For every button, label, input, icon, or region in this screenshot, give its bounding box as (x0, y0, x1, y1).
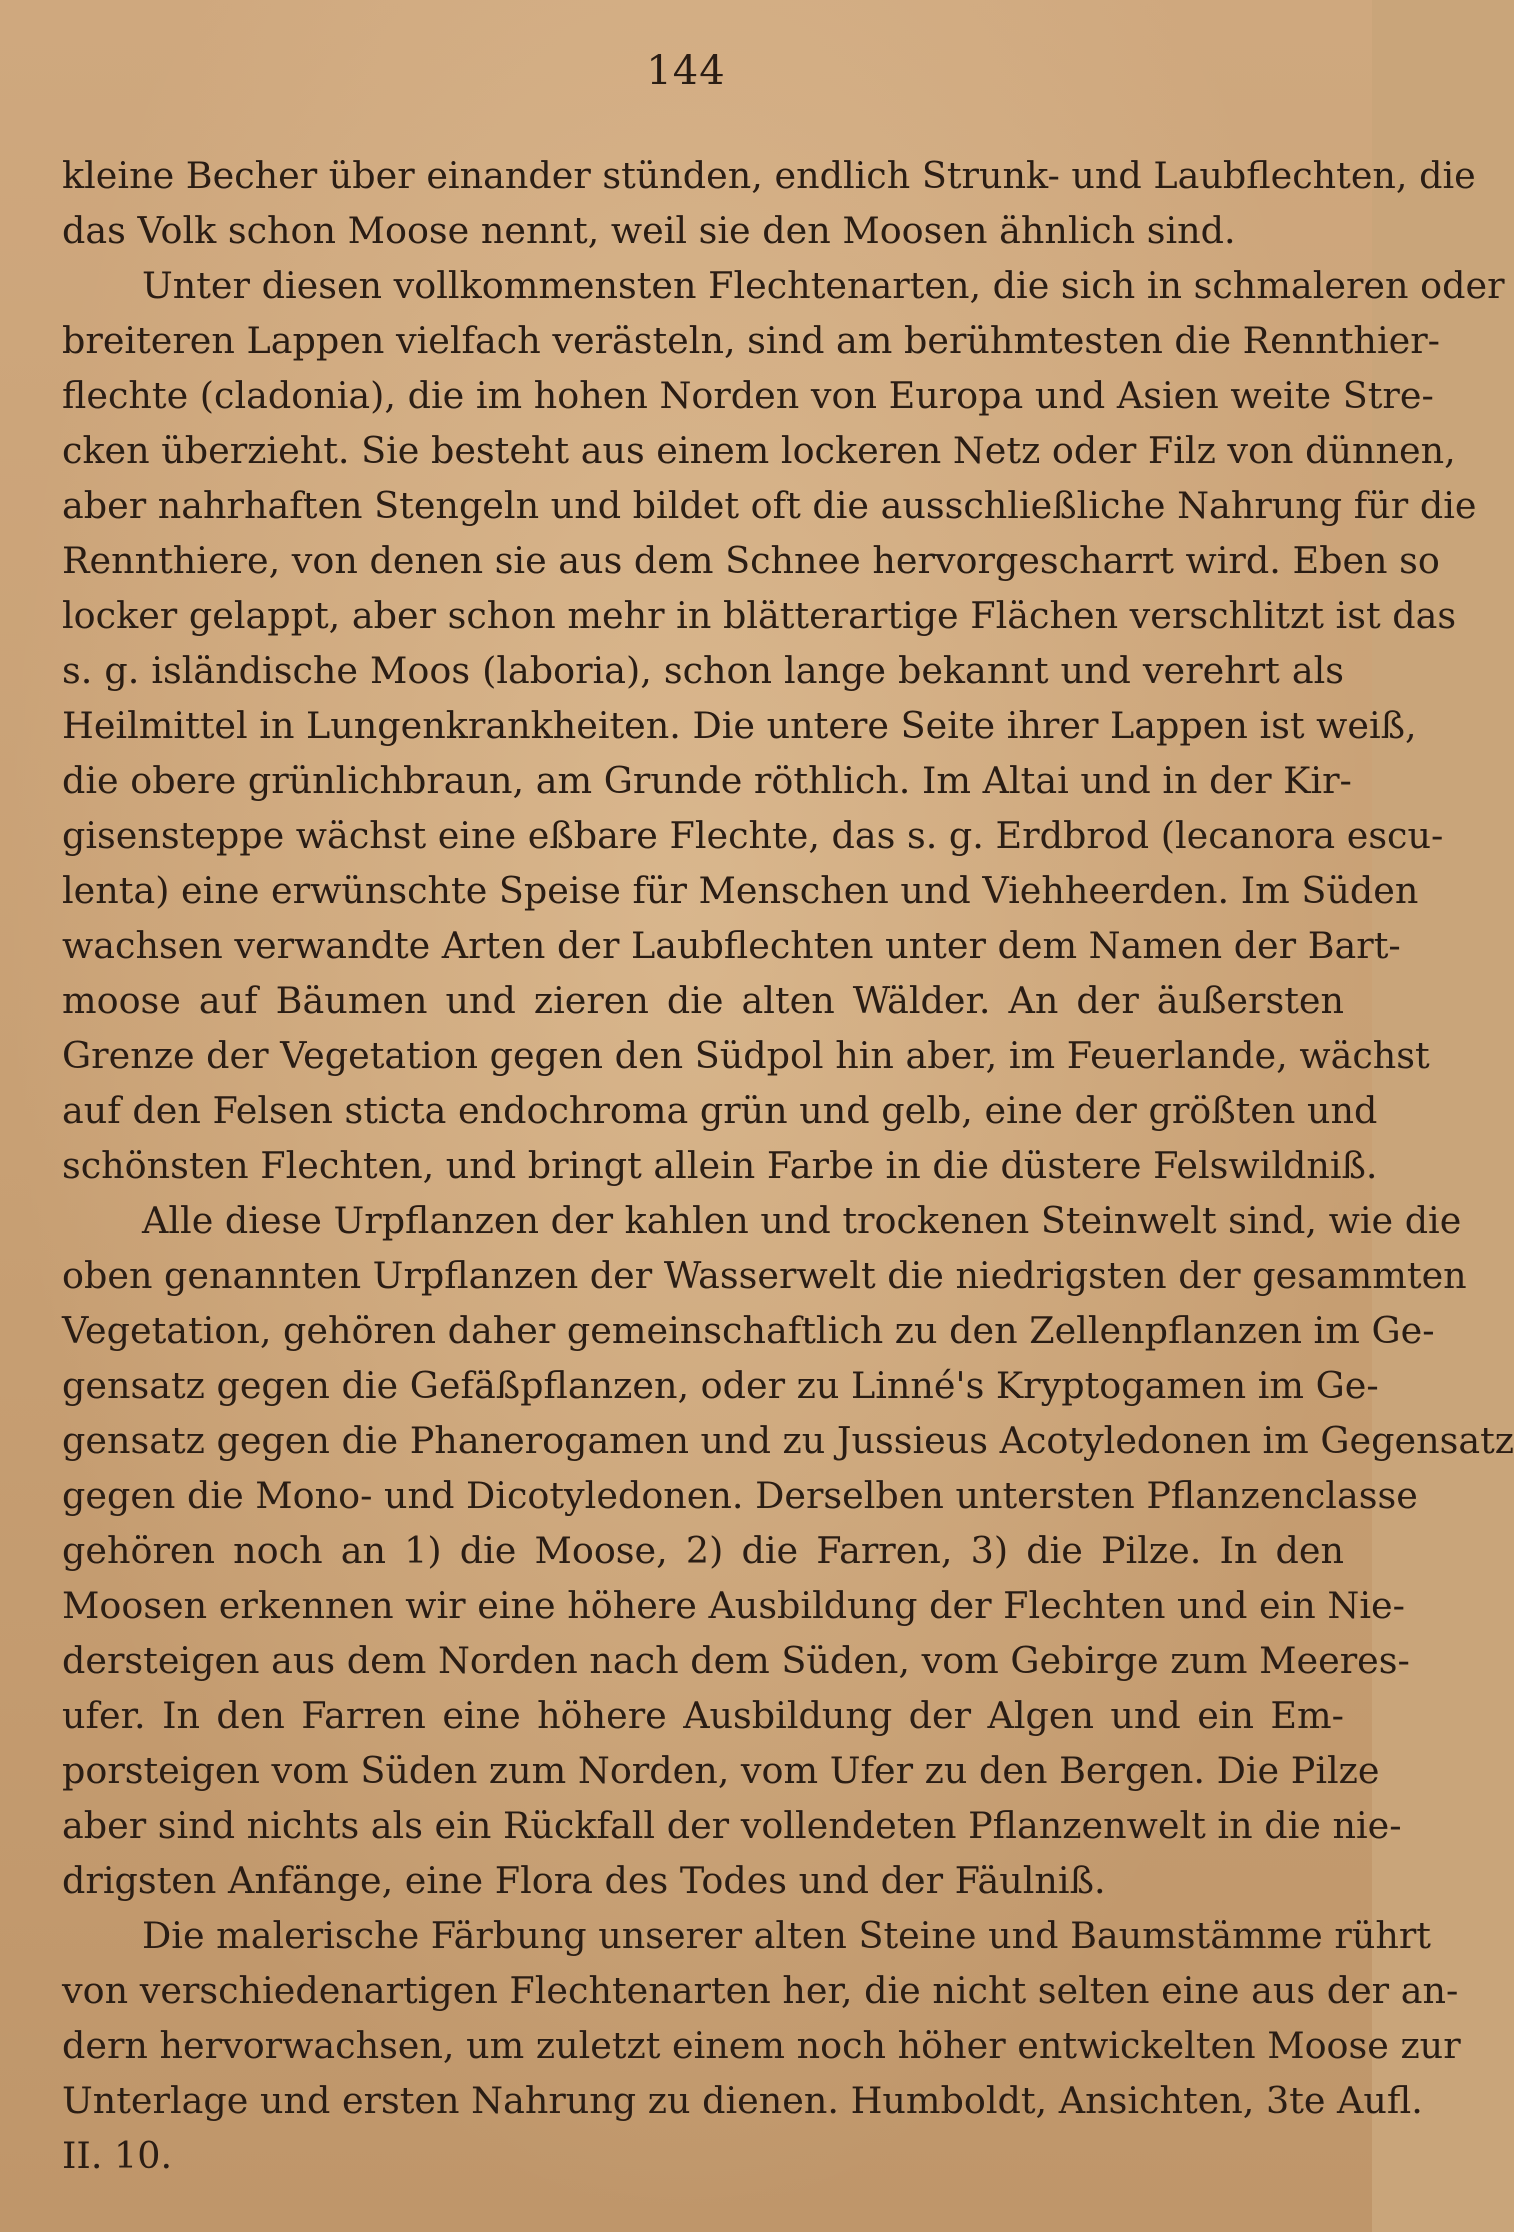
text-line: das Volk schon Moose nennt, weil sie den Moosen ähnlich sind. (62, 209, 1236, 252)
text-line: Alle diese Urpflanzen der kahlen und trockenen Steinwelt sind, wie die (142, 1199, 1462, 1242)
text-line: gisensteppe wächst eine eßbare Flechte, das s. g. Erdbrod (lecanora escu- (62, 814, 1444, 857)
text-line: Die malerische Färbung unserer alten Steine und Baumstämme rührt (142, 1914, 1431, 1957)
text-line: Heilmittel in Lungenkrankheiten. Die untere Seite ihrer Lappen ist weiß, (62, 704, 1417, 747)
text-line: Grenze der Vegetation gegen den Südpol hin aber, im Feuerlande, wächst (62, 1034, 1430, 1077)
text-line: Unter diesen vollkommensten Flechtenarten, die sich in schmaleren oder (142, 264, 1505, 307)
text-line: gehören noch an 1) die Moose, 2) die Farren, 3) die Pilze. In den (62, 1529, 1344, 1572)
text-line: oben genannten Urpflanzen der Wasserwelt die niedrigsten der gesammten (62, 1254, 1467, 1297)
page-number: 144 (646, 48, 726, 94)
text-line: dersteigen aus dem Norden nach dem Süden, vom Gebirge zum Meeres- (62, 1639, 1410, 1682)
text-line: porsteigen vom Süden zum Norden, vom Ufer zu den Bergen. Die Pilze (62, 1749, 1380, 1792)
text-line: aber nahrhaften Stengeln und bildet oft die ausschließliche Nahrung für die (62, 484, 1477, 527)
text-line: Unterlage und ersten Nahrung zu dienen. Humboldt, Ansichten, 3te Aufl. (62, 2079, 1423, 2122)
text-line: kleine Becher über einander stünden, endlich Strunk- und Laubflechten, die (62, 154, 1476, 197)
text-line: moose auf Bäumen und zieren die alten Wälder. An der äußersten (62, 979, 1344, 1022)
text-line: breiteren Lappen vielfach verästeln, sind am berühmtesten die Rennthier- (62, 319, 1440, 362)
text-line: Vegetation, gehören daher gemeinschaftlich zu den Zellenpflanzen im Ge- (62, 1309, 1435, 1352)
text-line: II. 10. (62, 2134, 173, 2177)
text-line: wachsen verwandte Arten der Laubflechten unter dem Namen der Bart- (62, 924, 1401, 967)
body-text (62, 148, 1514, 2183)
text-line: Moosen erkennen wir eine höhere Ausbildung der Flechten und ein Nie- (62, 1584, 1405, 1627)
text-line: dern hervorwachsen, um zuletzt einem noch höher entwickelten Moose zur (62, 2024, 1461, 2067)
text-line: die obere grünlichbraun, am Grunde röthlich. Im Altai und in der Kir- (62, 759, 1352, 802)
text-line: Rennthiere, von denen sie aus dem Schnee hervorgescharrt wird. Eben so (62, 539, 1440, 582)
text-line: schönsten Flechten, und bringt allein Farbe in die düstere Felswildniß. (62, 1144, 1378, 1187)
text-line: flechte (cladonia), die im hohen Norden von Europa und Asien weite Stre- (62, 374, 1434, 417)
text-line: ufer. In den Farren eine höhere Ausbildung der Algen und ein Em- (62, 1694, 1344, 1737)
text-line: auf den Felsen sticta endochroma grün und gelb, eine der größten und (62, 1089, 1378, 1132)
text-line: drigsten Anfänge, eine Flora des Todes und der Fäulniß. (62, 1859, 1106, 1902)
text-line: gegen die Mono- und Dicotyledonen. Derselben untersten Pflanzenclasse (62, 1474, 1418, 1517)
text-line: aber sind nichts als ein Rückfall der vollendeten Pflanzenwelt in die nie- (62, 1804, 1402, 1847)
text-line: gensatz gegen die Phanerogamen und zu Jussieus Acotyledonen im Gegensatz (62, 1419, 1514, 1462)
text-line: cken überzieht. Sie besteht aus einem lockeren Netz oder Filz von dünnen, (62, 429, 1456, 472)
text-line: locker gelappt, aber schon mehr in blätterartige Flächen verschlitzt ist das (62, 594, 1457, 637)
text-line: von verschiedenartigen Flechtenarten her, die nicht selten eine aus der an- (62, 1969, 1459, 2012)
text-line: gensatz gegen die Gefäßpflanzen, oder zu Linné's Kryptogamen im Ge- (62, 1364, 1379, 1407)
text-line: s. g. isländische Moos (laboria), schon lange bekannt und verehrt als (62, 649, 1344, 692)
text-line: lenta) eine erwünschte Speise für Menschen und Viehheerden. Im Süden (62, 869, 1419, 912)
